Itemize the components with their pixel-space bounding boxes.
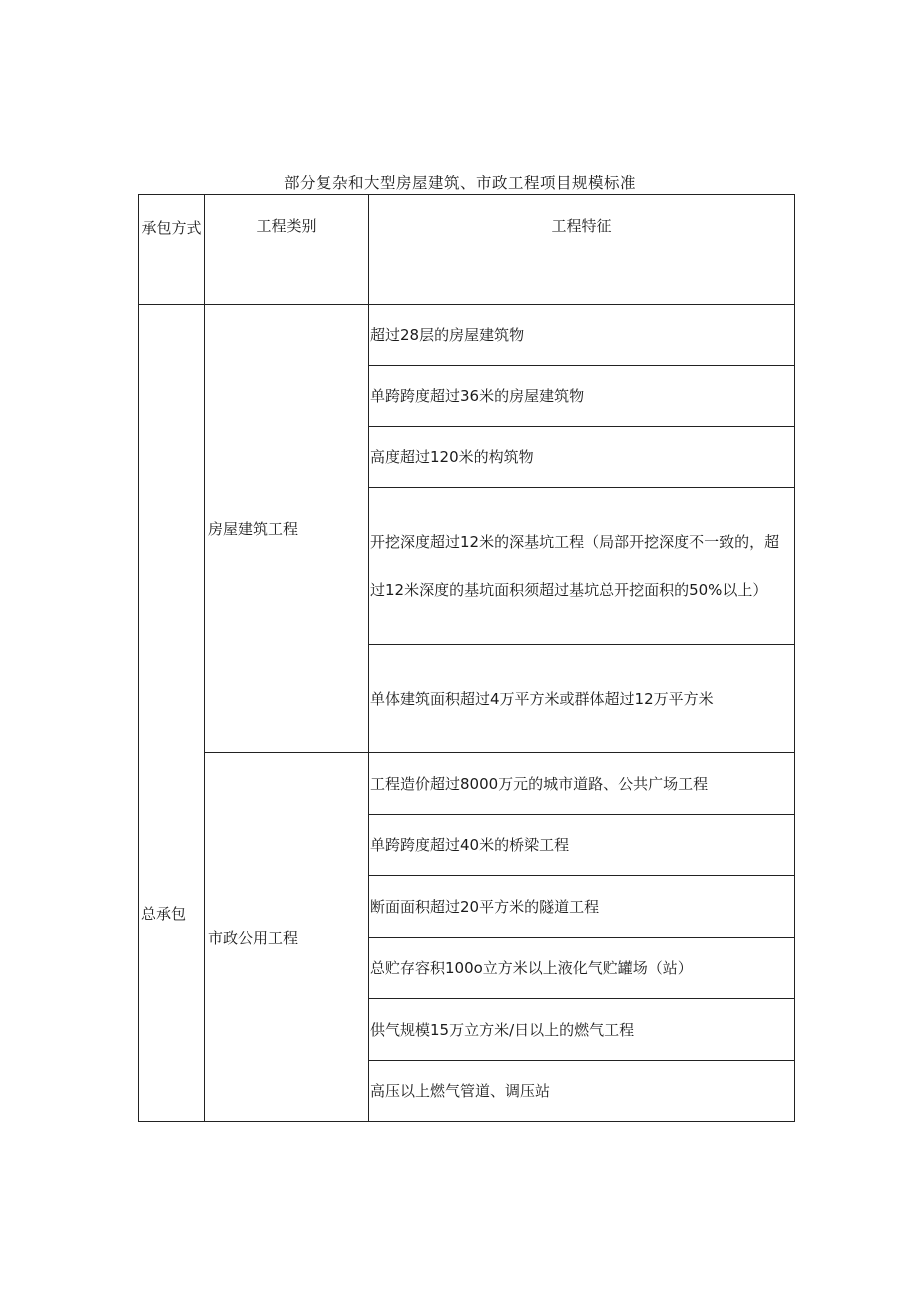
feature-cell: 单体建筑面积超过4万平方米或群体超过12万平方米	[369, 645, 795, 753]
feature-cell: 开挖深度超过12米的深基坑工程（局部开挖深度不一致的，超过12米深度的基坑面积须超过基坑总开挖面积的50%以上）	[369, 488, 795, 645]
header-project-category: 工程类别	[205, 195, 369, 305]
contract-mode-cell: 总承包	[139, 305, 205, 1122]
page-title: 部分复杂和大型房屋建筑、市政工程项目规模标准	[283, 174, 636, 192]
feature-cell: 高度超过120米的构筑物	[369, 427, 795, 488]
table-row	[139, 753, 795, 815]
feature-cell: 总贮存容积100o立方米以上液化气贮罐场（站）	[369, 938, 795, 999]
table-row	[139, 305, 795, 366]
feature-cell: 单跨跨度超过36米的房屋建筑物	[369, 366, 795, 427]
feature-cell: 工程造价超过8000万元的城市道路、公共广场工程	[369, 753, 795, 815]
table-header-row	[139, 195, 795, 305]
feature-cell: 超过28层的房屋建筑物	[369, 305, 795, 366]
feature-cell: 高压以上燃气管道、调压站	[369, 1061, 795, 1122]
feature-cell: 单跨跨度超过40米的桥梁工程	[369, 815, 795, 876]
category-municipal: 市政公用工程	[205, 753, 369, 1122]
category-building: 房屋建筑工程	[205, 305, 369, 753]
feature-cell: 断面面积超过20平方米的隧道工程	[369, 876, 795, 938]
feature-cell: 供气规模15万立方米/日以上的燃气工程	[369, 999, 795, 1061]
header-project-feature: 工程特征	[369, 195, 795, 305]
header-contract-mode: 承包方式	[139, 195, 205, 305]
scale-standard-table	[138, 194, 795, 1122]
